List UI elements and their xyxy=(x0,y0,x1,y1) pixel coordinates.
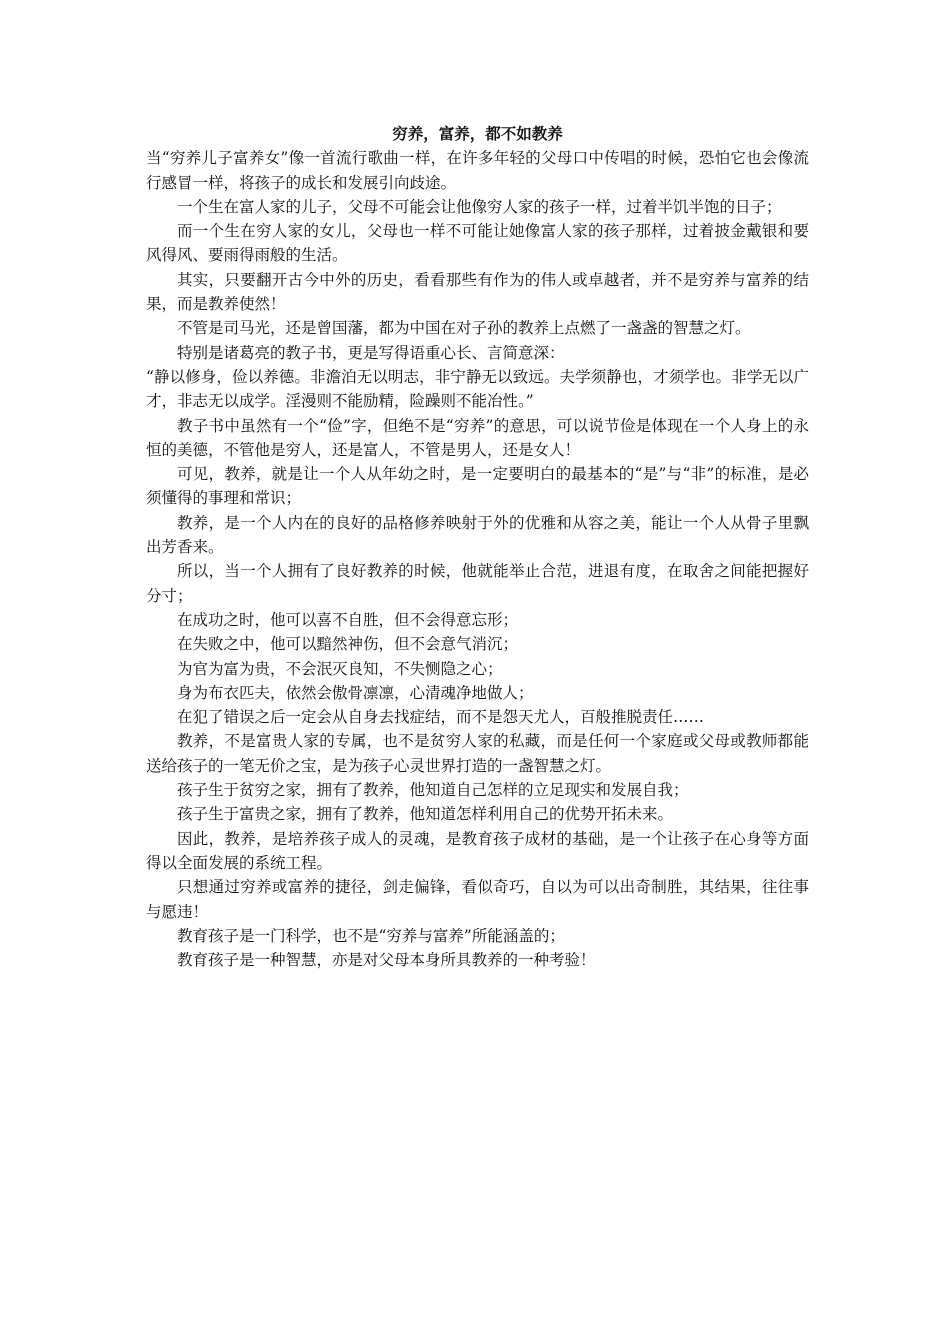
paragraph: 教子书中虽然有一个“俭”字，但绝不是“穷养”的意思，可以说节俭是体现在一个人身上的永恒的美德，不管他是穷人，还是富人，不管是男人，还是女人！ xyxy=(146,416,809,459)
paragraph: 在成功之时，他可以喜不自胜，但不会得意忘形； xyxy=(177,610,519,629)
document-title: 穷养，富养，都不如教养 xyxy=(392,124,563,143)
paragraph: 教养，不是富贵人家的专属，也不是贫穷人家的私藏，而是任何一个家庭或父母或教师都能送给孩子的一笔无价之宝，是为孩子心灵世界打造的一盏智慧之灯。 xyxy=(146,732,809,775)
paragraph: 其实，只要翻开古今中外的历史，看看那些有作为的伟人或卓越者，并不是穷养与富养的结果，而是教养使然！ xyxy=(146,270,809,314)
paragraph: 只想通过穷养或富养的捷径，剑走偏锋，看似奇巧，自以为可以出奇制胜，其结果，往往事与愿违！ xyxy=(146,878,809,921)
paragraph: 一个生在富人家的儿子，父母不可能会让他像穷人家的孩子一样，过着半饥半饱的日子； xyxy=(177,197,782,216)
paragraph: 教育孩子是一种智慧，亦是对父母本身所具教养的一种考验！ xyxy=(177,951,596,970)
paragraph: 在犯了错误之后一定会从自身去找症结，而不是怨天尤人，百般推脱责任…… xyxy=(177,708,705,727)
document-body xyxy=(146,146,809,972)
paragraph: 孩子生于富贵之家，拥有了教养，他知道怎样利用自己的优势开拓未来。 xyxy=(177,805,674,824)
paragraph: 为官为富为贵，不会泯灭良知，不失恻隐之心； xyxy=(177,659,503,678)
paragraph: 当“穷养儿子富养女”像一首流行歌曲一样，在许多年轻的父母口中传唱的时候，恐怕它也会像流行感冒一样，将孩子的成长和发展引向歧途。 xyxy=(146,149,809,192)
paragraph: 教养，是一个人内在的良好的品格修养映射于外的优雅和从容之美，能让一个人从骨子里飘出芳香来。 xyxy=(146,513,809,557)
paragraph: 所以，当一个人拥有了良好教养的时候，他就能举止合范，进退有度，在取舍之间能把握好分寸； xyxy=(146,562,809,605)
paragraph: 而一个生在穷人家的女儿，父母也一样不可能让她像富人家的孩子那样，过着披金戴银和要风得风、要雨得雨般的生活。 xyxy=(146,222,809,265)
paragraph: 在失败之中，他可以黯然神伤，但不会意气消沉； xyxy=(177,635,519,654)
paragraph: 可见，教养，就是让一个人从年幼之时，是一定要明白的最基本的“是”与“非”的标准，是必须懂得的事理和常识； xyxy=(146,465,809,508)
paragraph: 特别是诸葛亮的教子书，更是写得语重心长、言简意深： xyxy=(177,343,565,362)
paragraph: “静以修身，俭以养德。非澹泊无以明志，非宁静无以致远。夫学须静也，才须学也。非学无以广才，非志无以成学。淫漫则不能励精，险躁则不能冶性。” xyxy=(146,367,809,411)
paragraph: 教育孩子是一门科学，也不是“穷养与富养”所能涵盖的； xyxy=(177,926,565,945)
document-page xyxy=(146,122,809,972)
paragraph: 孩子生于贫穷之家，拥有了教养，他知道自己怎样的立足现实和发展自我； xyxy=(177,781,689,800)
paragraph: 不管是司马光，还是曾国藩，都为中国在对子孙的教养上点燃了一盏盏的智慧之灯。 xyxy=(177,319,751,338)
paragraph: 身为布衣匹夫，依然会傲骨凛凛，心清魂净地做人； xyxy=(177,683,534,702)
paragraph: 因此，教养，是培养孩子成人的灵魂，是教育孩子成材的基础，是一个让孩子在心身等方面得以全面发展的系统工程。 xyxy=(146,829,809,872)
